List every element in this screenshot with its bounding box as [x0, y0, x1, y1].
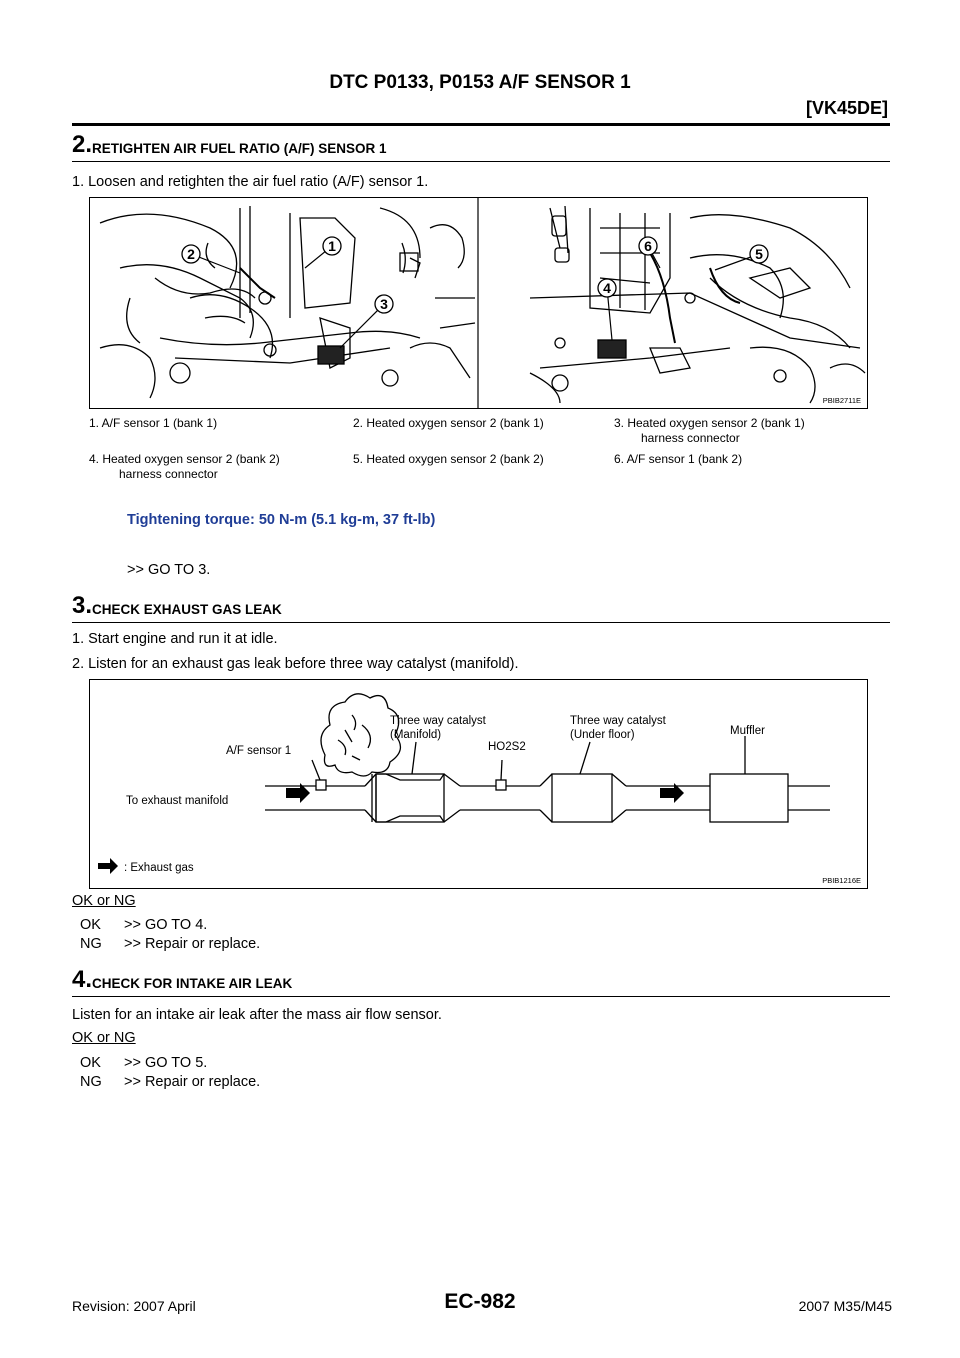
figure-id: PBIB1216E [822, 876, 861, 885]
tightening-torque: Tightening torque: 50 N-m (5.1 kg-m, 37 ft-lb) [127, 512, 436, 528]
step-4-header [72, 966, 890, 997]
label-twc-manifold-sub: (Manifold) [390, 729, 442, 741]
callout-1 [305, 237, 341, 268]
result-ok: OK >> GO TO 5. [80, 1055, 208, 1071]
step-number: 3. [72, 592, 93, 619]
exhaust-system-diagram [89, 679, 868, 889]
header-rule [72, 123, 890, 126]
sensor-location-figure [89, 197, 868, 409]
callout-2 [182, 245, 240, 273]
result-ng: NG >> Repair or replace. [80, 1074, 261, 1090]
step-number: 2. [72, 131, 93, 158]
legend-item: 1. A/F sensor 1 (bank 1) [89, 416, 218, 430]
label-twc-underfloor: Three way catalyst [570, 715, 666, 727]
result-label: OK or NG [72, 1030, 136, 1046]
label-twc-underfloor-sub: (Under floor) [570, 729, 635, 741]
engine-model: [VK45DE] [805, 98, 888, 118]
engine-photo-illustration [90, 198, 867, 408]
step-3-instruction-2: 2. Listen for an exhaust gas leak before three way catalyst (manifold). [72, 656, 519, 672]
result-ok: OK >> GO TO 4. [80, 917, 208, 933]
revision-date: Revision: 2007 April [72, 1298, 196, 1314]
legend-item: 5. Heated oxygen sensor 2 (bank 2) [353, 452, 544, 466]
legend-item: 4. Heated oxygen sensor 2 (bank 2) harness connector [89, 452, 280, 481]
label-to-manifold: To exhaust manifold [126, 795, 229, 807]
step-number: 4. [72, 966, 93, 993]
step-3-instruction-1: 1. Start engine and run it at idle. [72, 631, 278, 647]
label-twc-manifold: Three way catalyst [390, 715, 486, 727]
result-label: OK or NG [72, 893, 136, 909]
step-heading: CHECK EXHAUST GAS LEAK [92, 602, 282, 617]
callout-label: 3 [380, 296, 388, 312]
label-ho2s2: HO2S2 [488, 741, 526, 753]
callout-label: 6 [644, 238, 652, 254]
exhaust-diagram-svg [90, 680, 867, 888]
label-exhaust-gas: : Exhaust gas [124, 862, 194, 874]
step-4-instruction: Listen for an intake air leak after the mass air flow sensor. [72, 1007, 442, 1023]
callout-label: 1 [328, 238, 336, 254]
step-heading: CHECK FOR INTAKE AIR LEAK [92, 976, 293, 991]
label-af-sensor: A/F sensor 1 [226, 745, 292, 757]
legend-item: 3. Heated oxygen sensor 2 (bank 1) harness connector [614, 416, 805, 445]
legend-item: 2. Heated oxygen sensor 2 (bank 1) [353, 416, 544, 430]
step-2-instruction: 1. Loosen and retighten the air fuel ratio (A/F) sensor 1. [72, 174, 429, 190]
vehicle-model: 2007 M35/M45 [798, 1298, 892, 1314]
result-ng: NG >> Repair or replace. [80, 936, 261, 952]
page-number: EC-982 [444, 1290, 516, 1313]
step-3-header [72, 592, 890, 623]
step-heading: RETIGHTEN AIR FUEL RATIO (A/F) SENSOR 1 [92, 141, 387, 156]
smoke-cloud [321, 694, 400, 776]
callout-label: 5 [755, 246, 763, 262]
label-muffler: Muffler [730, 725, 765, 737]
page-title: DTC P0133, P0153 A/F SENSOR 1 [329, 72, 631, 93]
legend-item: 6. A/F sensor 1 (bank 2) [614, 452, 743, 466]
figure-id: PBIB2711E [822, 396, 861, 405]
step-2-goto: >> GO TO 3. [127, 562, 211, 578]
callout-label: 2 [187, 246, 195, 262]
callout-label: 4 [603, 280, 611, 296]
legend-arrow [98, 858, 118, 874]
step-2-header [72, 131, 890, 162]
